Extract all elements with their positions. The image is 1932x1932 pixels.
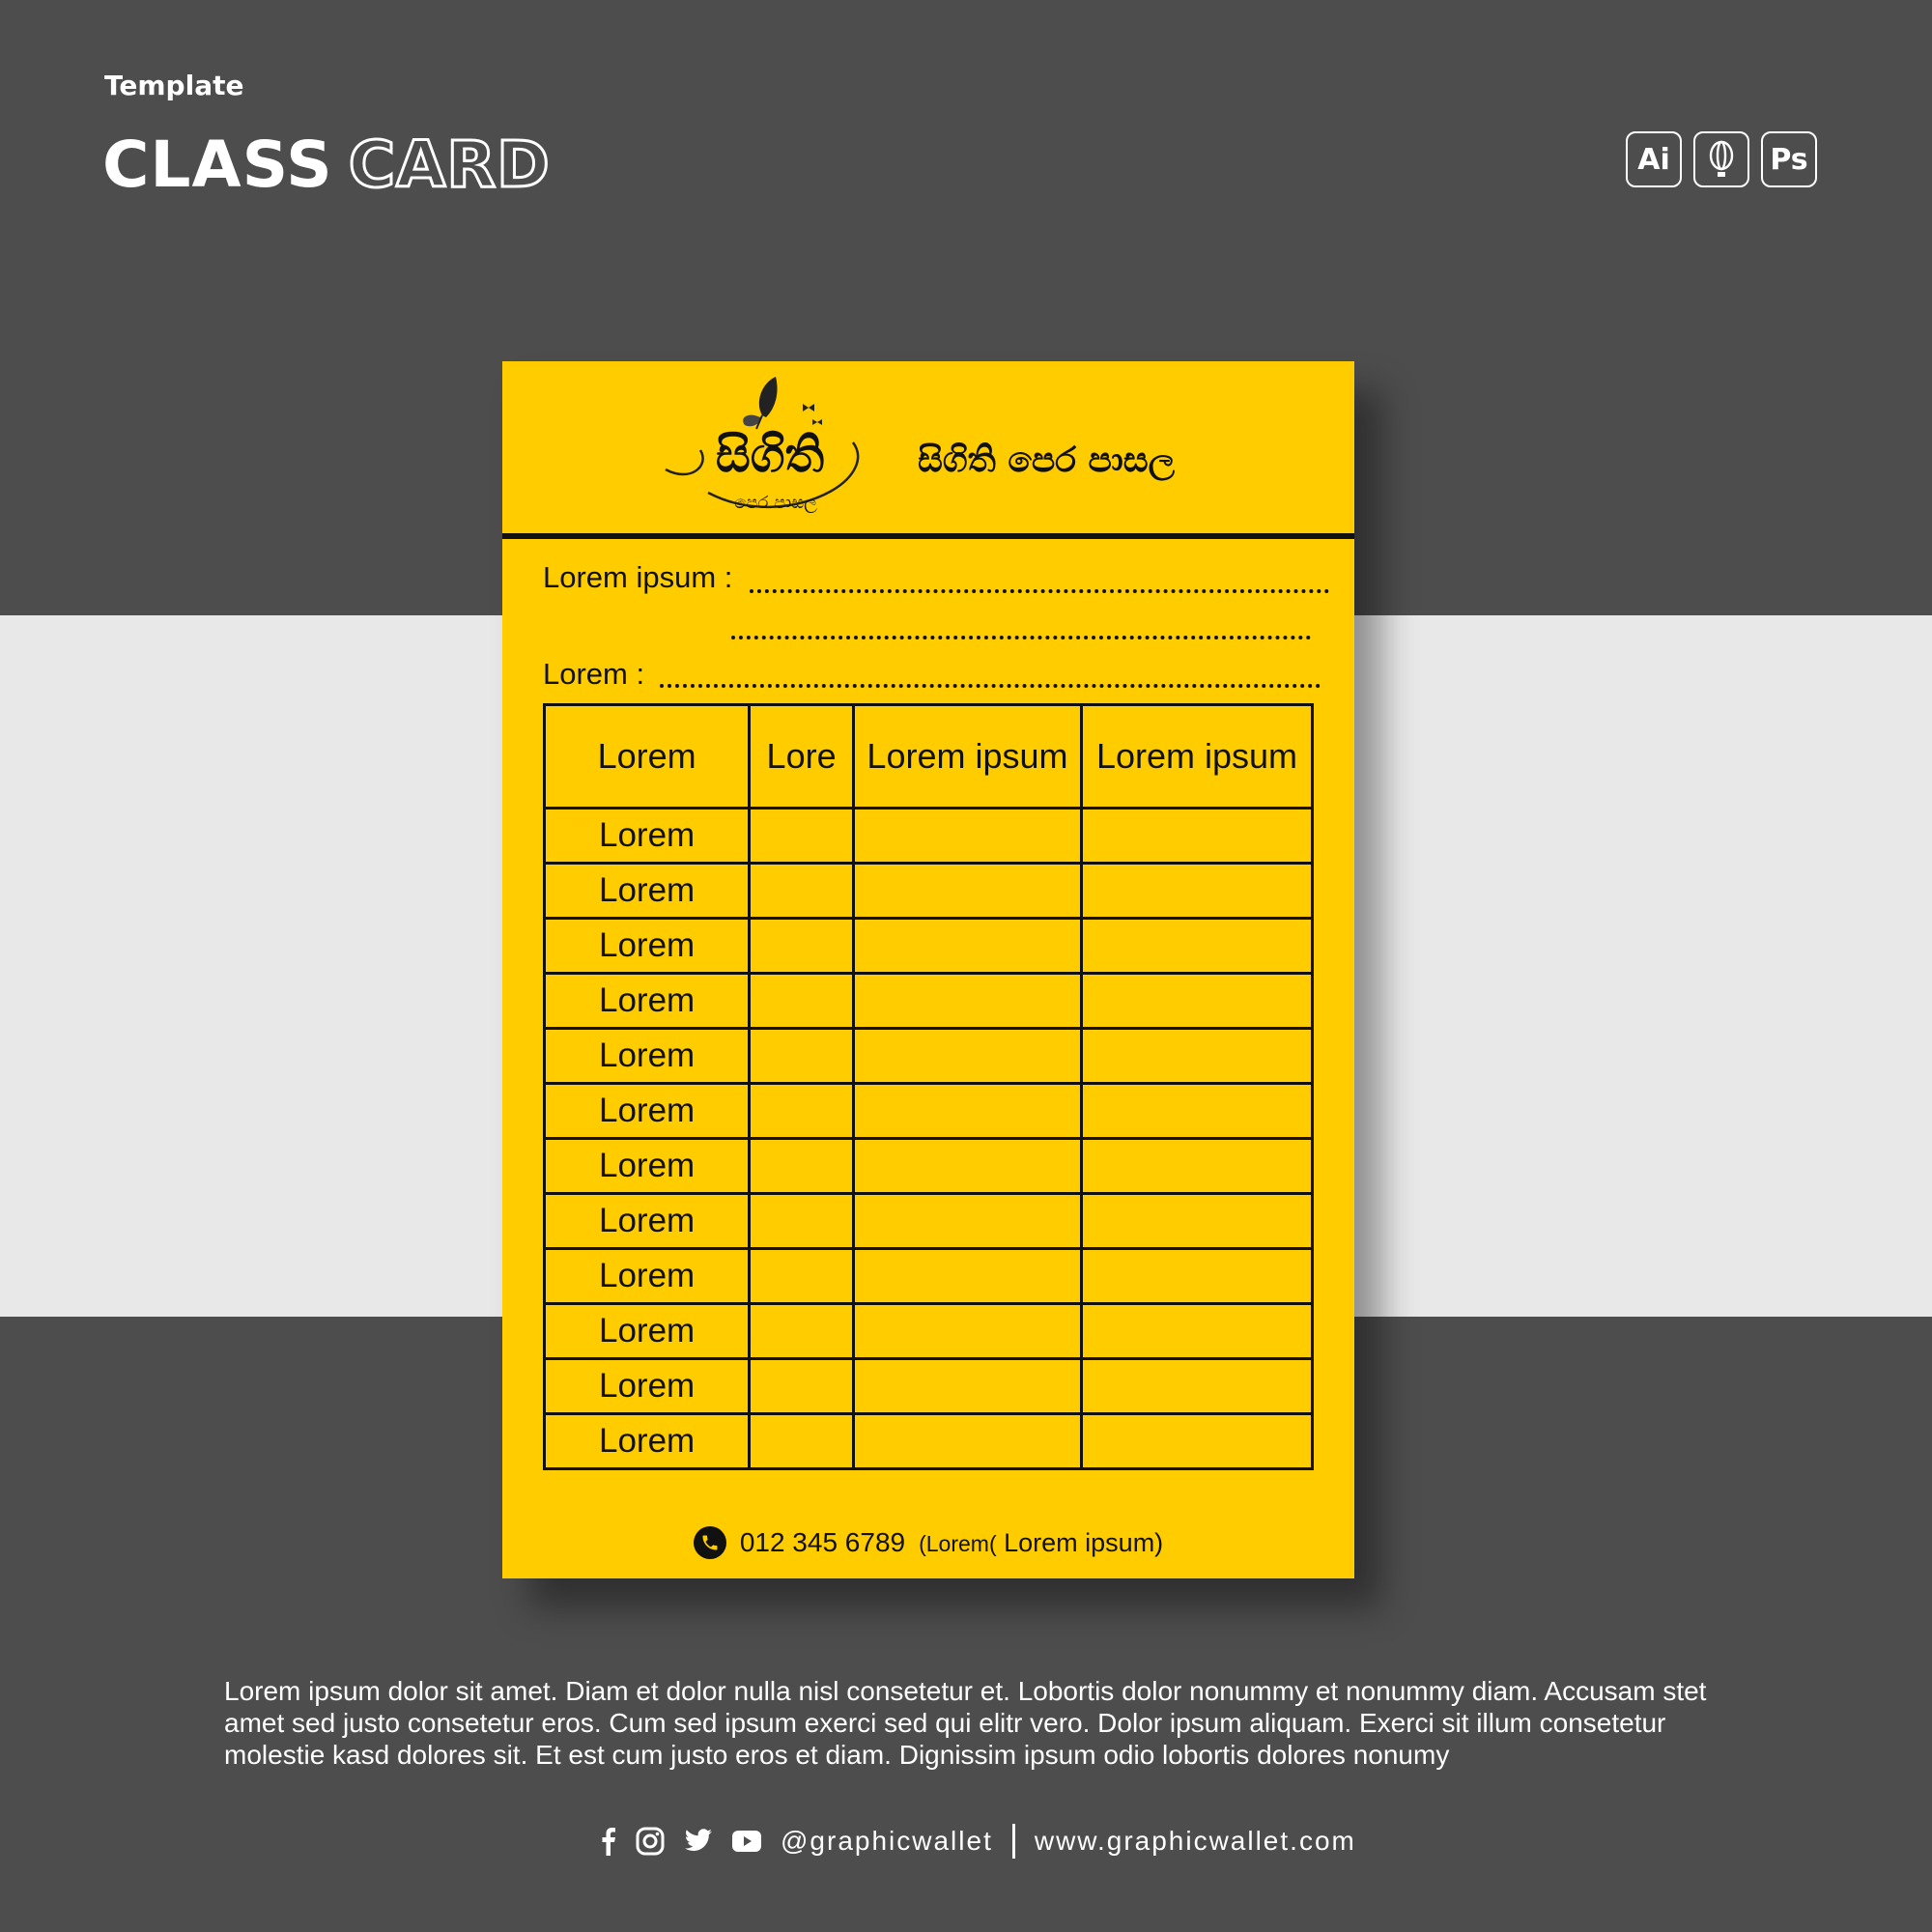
description-text: Lorem ipsum dolor sit amet. Diam et dolor nulla nisl consetetur et. Lobortis dolor nonummy et nonummy diam. Accusam stet amet sed justo consetetur eros. Cum sed ipsum exerci sed qui elitr vero. Dolor ipsum aliquam. Exerci sit illum consetetur molestie kasd dolores sit. Et est cum justo eros et diam. Dignissim ipsum odio lobortis dolores nonumy [224, 1676, 1707, 1770]
table-cell[interactable] [853, 1304, 1081, 1359]
table-cell[interactable] [853, 809, 1081, 864]
row-label: Lorem [545, 974, 750, 1029]
phone-icon [694, 1526, 726, 1559]
table-cell[interactable] [1081, 1359, 1312, 1414]
table-cell[interactable] [1081, 1084, 1312, 1139]
coreldraw-icon [1693, 131, 1749, 187]
table-cell[interactable] [1081, 1304, 1312, 1359]
row-label: Lorem [545, 1139, 750, 1194]
title-bold: CLASS [102, 128, 333, 202]
table-cell[interactable] [750, 1084, 854, 1139]
software-badges [1626, 131, 1817, 187]
school-logo [662, 369, 879, 524]
row-label: Lorem [545, 1249, 750, 1304]
photoshop-icon: Ps [1761, 131, 1817, 187]
table-row [545, 1029, 1313, 1084]
title-outline: CARD [348, 128, 551, 202]
table-header-row [545, 705, 1313, 809]
table-cell[interactable] [750, 1304, 854, 1359]
instagram-icon[interactable] [636, 1827, 665, 1856]
table-row [545, 1359, 1313, 1414]
table-cell[interactable] [853, 1194, 1081, 1249]
table-cell[interactable] [1081, 864, 1312, 919]
class-card [502, 361, 1354, 1578]
table-cell[interactable] [853, 1139, 1081, 1194]
table-cell[interactable] [1081, 1139, 1312, 1194]
logo-text: සිගිති [715, 427, 825, 483]
logo-subtext: පෙර පාසල [734, 493, 817, 513]
table-cell[interactable] [1081, 974, 1312, 1029]
table-cell[interactable] [1081, 1414, 1312, 1469]
field-label-short: Lorem : [543, 657, 645, 691]
table-cell[interactable] [853, 1084, 1081, 1139]
contact-note: Lorem ipsum) [1004, 1527, 1164, 1557]
table-cell[interactable] [1081, 809, 1312, 864]
header-divider [502, 533, 1354, 539]
youtube-icon[interactable] [732, 1831, 761, 1852]
table-cell[interactable] [853, 974, 1081, 1029]
row-label: Lorem [545, 1414, 750, 1469]
row-label: Lorem [545, 1029, 750, 1084]
row-label: Lorem [545, 1304, 750, 1359]
table-cell[interactable] [853, 864, 1081, 919]
table-cell[interactable] [750, 1194, 854, 1249]
row-label: Lorem [545, 1084, 750, 1139]
table-header-cell: Lore [750, 705, 854, 809]
table-cell[interactable] [750, 974, 854, 1029]
field-line-name[interactable] [750, 589, 1329, 593]
row-label: Lorem [545, 1194, 750, 1249]
table-cell[interactable] [853, 919, 1081, 974]
attendance-table [543, 703, 1314, 1470]
footer-divider [1012, 1824, 1015, 1859]
phone-number: 012 345 6789 [739, 1527, 906, 1557]
table-header-cell: Lorem ipsum [1081, 705, 1312, 809]
illustrator-icon: Ai [1626, 131, 1682, 187]
table-row [545, 1414, 1313, 1469]
table-header-cell: Lorem ipsum [853, 705, 1081, 809]
table-cell[interactable] [1081, 919, 1312, 974]
table-cell[interactable] [853, 1414, 1081, 1469]
table-row [545, 1194, 1313, 1249]
table-cell[interactable] [853, 1029, 1081, 1084]
table-cell[interactable] [750, 1359, 854, 1414]
table-row [545, 1304, 1313, 1359]
table-row [545, 864, 1313, 919]
table-cell[interactable] [750, 1414, 854, 1469]
table-row [545, 919, 1313, 974]
row-label: Lorem [545, 1359, 750, 1414]
table-row [545, 1139, 1313, 1194]
page-title [102, 128, 551, 202]
footer [601, 1822, 1356, 1861]
table-cell[interactable] [1081, 1249, 1312, 1304]
field-line-short[interactable] [660, 684, 1321, 688]
facebook-icon[interactable] [601, 1827, 616, 1856]
table-row [545, 809, 1313, 864]
table-row [545, 1084, 1313, 1139]
template-label: Template [104, 70, 244, 101]
table-cell[interactable] [750, 1139, 854, 1194]
table-row [545, 1249, 1313, 1304]
field-label-name: Lorem ipsum : [543, 560, 733, 594]
field-line-name-2[interactable] [731, 636, 1311, 639]
contact-note-small: (Lorem( [919, 1530, 997, 1556]
row-label: Lorem [545, 864, 750, 919]
table-cell[interactable] [750, 1249, 854, 1304]
table-cell[interactable] [750, 809, 854, 864]
table-cell[interactable] [853, 1359, 1081, 1414]
table-header-cell: Lorem [545, 705, 750, 809]
table-cell[interactable] [750, 919, 854, 974]
row-label: Lorem [545, 919, 750, 974]
contact-line [502, 1526, 1354, 1559]
website-link[interactable]: www.graphicwallet.com [1034, 1826, 1356, 1856]
table-cell[interactable] [750, 1029, 854, 1084]
row-label: Lorem [545, 809, 750, 864]
school-name: සිගිති පෙර පාසල [918, 440, 1176, 480]
twitter-icon[interactable] [684, 1829, 713, 1854]
social-handle[interactable]: @graphicwallet [781, 1826, 993, 1856]
table-cell[interactable] [750, 864, 854, 919]
table-cell[interactable] [853, 1249, 1081, 1304]
table-cell[interactable] [1081, 1029, 1312, 1084]
table-cell[interactable] [1081, 1194, 1312, 1249]
table-row [545, 974, 1313, 1029]
